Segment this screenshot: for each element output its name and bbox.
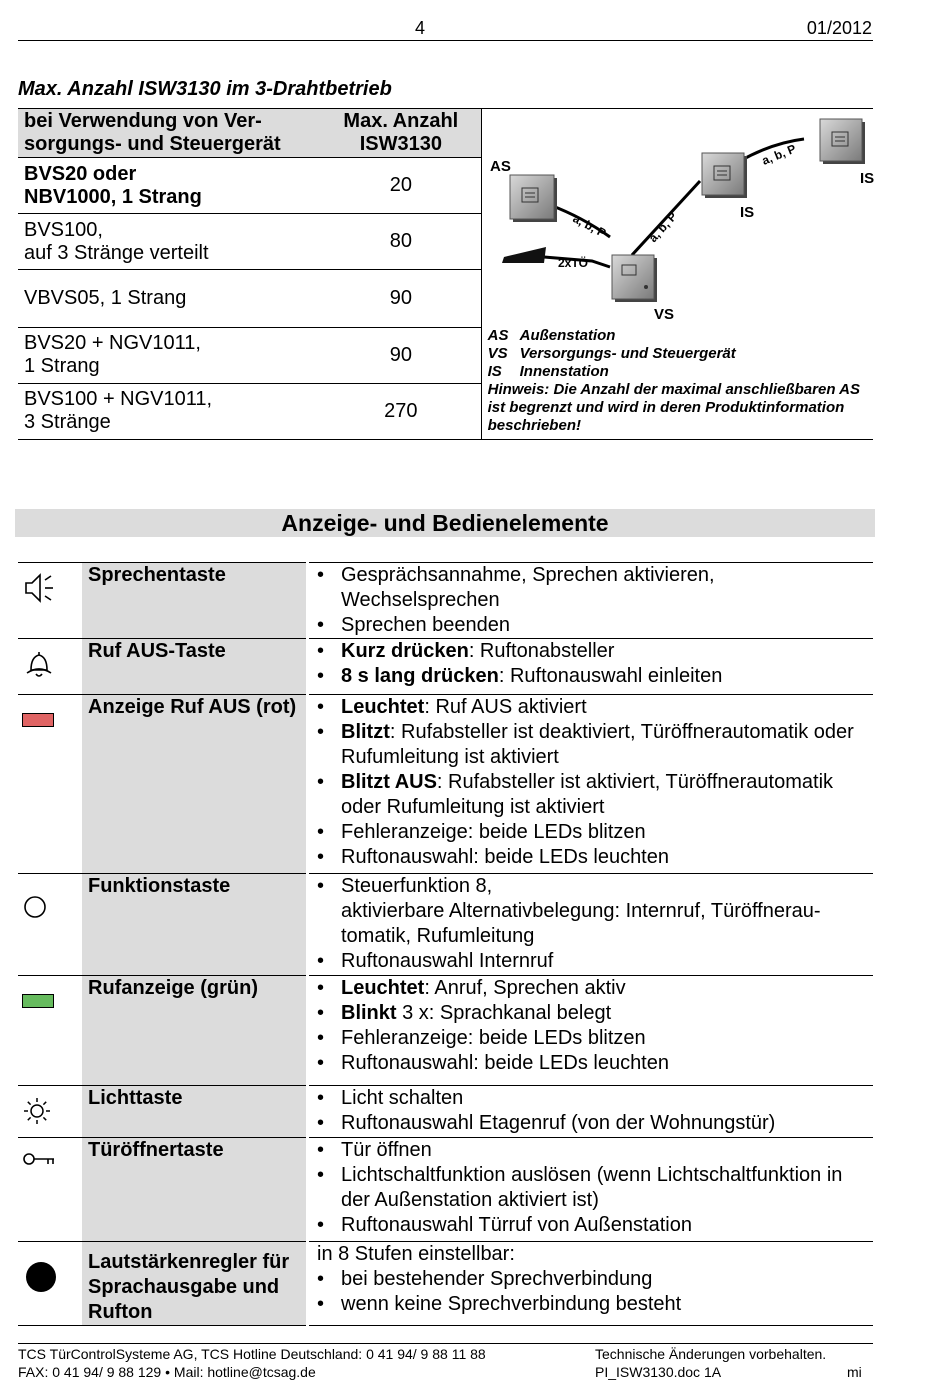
list-item: • Ruftonauswahl: beide LEDs leuchten [317, 1051, 873, 1076]
list-item: • Lichtschaltfunktion auslösen (wenn Lichtschaltfunktion in der Außenstation aktiviert ist) [317, 1163, 873, 1213]
footer-disclaimer: Technische Änderungen vorbehalten. [595, 1346, 827, 1362]
footer-hotline: TCS TürControlSysteme AG, TCS Hotline Deutschland: 0 41 94/ 9 88 11 88 [18, 1346, 486, 1362]
wire-label: a, b, P [645, 209, 680, 246]
control-description [317, 1138, 873, 1238]
device-cell: BVS20 oder NBV1000, 1 Strang [18, 158, 321, 214]
count-cell: 270 [321, 383, 481, 439]
control-name: Ruf AUS-Taste [82, 639, 308, 695]
diagram-legend [482, 327, 873, 439]
col-header-device: bei Verwendung von Ver- sorgungs- und Steuergerät [18, 109, 321, 158]
green-led-icon [22, 994, 54, 1008]
footer-document-id: PI_ISW3130.doc 1A [595, 1364, 722, 1380]
control-description [317, 1086, 873, 1136]
list-item: • Fehleranzeige: beide LEDs blitzen [317, 1026, 873, 1051]
circle-icon [22, 894, 48, 920]
bell-icon [22, 649, 56, 679]
control-description [317, 874, 873, 974]
section-title-max-count: Max. Anzahl ISW3130 im 3-Drahtbetrieb [18, 78, 392, 100]
control-intro: in 8 Stufen einstellbar: [317, 1243, 515, 1265]
supply-unit-icon [612, 255, 657, 302]
list-item: • Fehleranzeige: beide LEDs blitzen [317, 820, 873, 845]
header-divider [18, 40, 873, 41]
footer-initials: mi [847, 1364, 862, 1380]
list-item: • Gesprächsannahme, Sprechen aktivieren, Wechselsprechen [317, 563, 873, 613]
list-item: • Blitzt AUS: Rufabsteller ist aktiviert, Türöffnerautomatik oder Rufumleitung ist aktiviert [317, 770, 873, 820]
key-icon [22, 1150, 58, 1170]
control-name: Lautstärkenregler für Sprachausgabe und Rufton [82, 1242, 308, 1326]
count-cell: 20 [321, 158, 481, 214]
list-item: • Ruftonauswahl Internruf [317, 949, 873, 974]
count-cell: 80 [321, 214, 481, 270]
legend-abbr: AS [487, 327, 509, 344]
legend-text: Innenstation [519, 363, 609, 380]
count-cell: 90 [321, 327, 481, 383]
footer-divider [18, 1343, 873, 1344]
list-item: • Steuerfunktion 8, aktivierbare Alternativbelegung: Internruf, Türöffnerau- tomatik, Rufumleitung [317, 874, 873, 949]
control-name: Rufanzeige (grün) [82, 976, 308, 1086]
diagram-note: Hinweis: Die Anzahl der maximal anschließbaren AS ist begrenzt und wird in deren Produktinformation beschrieben! [487, 381, 860, 434]
list-item: • Leuchtet: Ruf AUS aktiviert [317, 695, 873, 720]
list-item: • Kurz drücken: Ruftonabsteller [317, 639, 873, 664]
device-cell: BVS100 + NGV1011, 3 Stränge [18, 383, 321, 439]
door-opener-icon [502, 247, 546, 263]
volume-knob-icon [24, 1260, 58, 1294]
wiring-diagram-cell [481, 109, 873, 440]
control-description [317, 563, 873, 638]
wiring-diagram [482, 109, 882, 327]
control-name: Anzeige Ruf AUS (rot) [82, 695, 308, 874]
speaker-icon [22, 571, 56, 605]
control-name: Lichttaste [82, 1086, 308, 1138]
device-cell: BVS100, auf 3 Stränge verteilt [18, 214, 321, 270]
count-cell: 90 [321, 270, 481, 327]
diagram-label-as: AS [489, 158, 511, 175]
list-item: • wenn keine Sprechverbindung besteht [317, 1292, 873, 1317]
diagram-label-is: IS [859, 170, 874, 187]
page-number: 4 [414, 18, 425, 38]
col-header-count: Max. Anzahl ISW3130 [321, 109, 481, 158]
wire-label: a, b, P [570, 211, 608, 241]
device-cell: VBVS05, 1 Strang [18, 270, 321, 327]
control-description [317, 1267, 873, 1317]
footer-fax-mail: FAX: 0 41 94/ 9 88 129 • Mail: hotline@tcsag.de [18, 1364, 316, 1380]
list-item: • bei bestehender Sprechverbindung [317, 1267, 873, 1292]
diagram-label-is: IS [739, 204, 754, 221]
control-description [317, 639, 873, 689]
control-name: Sprechentaste [82, 563, 308, 639]
opener-label: 2xTÖ [557, 256, 588, 270]
list-item: • Ruftonauswahl Etagenruf (von der Wohnungstür) [317, 1111, 873, 1136]
legend-abbr: VS [487, 345, 508, 362]
section-title-controls: Anzeige- und Bedienelemente [15, 509, 875, 537]
legend-abbr: IS [487, 363, 502, 380]
controls-table [18, 562, 873, 1326]
list-item: • Leuchtet: Anruf, Sprechen aktiv [317, 976, 873, 1001]
indoor-station-icon [820, 119, 865, 164]
list-item: • Blinkt 3 x: Sprachkanal belegt [317, 1001, 873, 1026]
control-description [317, 976, 873, 1076]
list-item: • 8 s lang drücken: Ruftonauswahl einleiten [317, 664, 873, 689]
list-item: • Licht schalten [317, 1086, 873, 1111]
list-item: • Blitzt: Rufabsteller ist deaktiviert, Türöffnerautomatik oder Rufumleitung ist aktiviert [317, 720, 873, 770]
diagram-label-vs: VS [653, 306, 674, 323]
list-item: • Tür öffnen [317, 1138, 873, 1163]
red-led-icon [22, 713, 54, 727]
device-cell: BVS20 + NGV1011, 1 Strang [18, 327, 321, 383]
document-date: 01/2012 [806, 18, 872, 38]
wire-label: a, b, P [759, 141, 798, 168]
list-item: • Ruftonauswahl Türruf von Außenstation [317, 1213, 873, 1238]
control-name: Funktionstaste [82, 874, 308, 976]
list-item: • Sprechen beenden [317, 613, 873, 638]
legend-text: Versorgungs- und Steuergerät [519, 345, 736, 362]
legend-text: Außenstation [519, 327, 616, 344]
max-count-table [18, 108, 873, 440]
list-item: • Ruftonauswahl: beide LEDs leuchten [317, 845, 873, 870]
control-description [317, 695, 873, 870]
control-name: Türöffnertaste [82, 1138, 308, 1242]
outdoor-station-icon [510, 175, 557, 222]
light-icon [22, 1096, 52, 1126]
indoor-station-icon [702, 153, 747, 198]
